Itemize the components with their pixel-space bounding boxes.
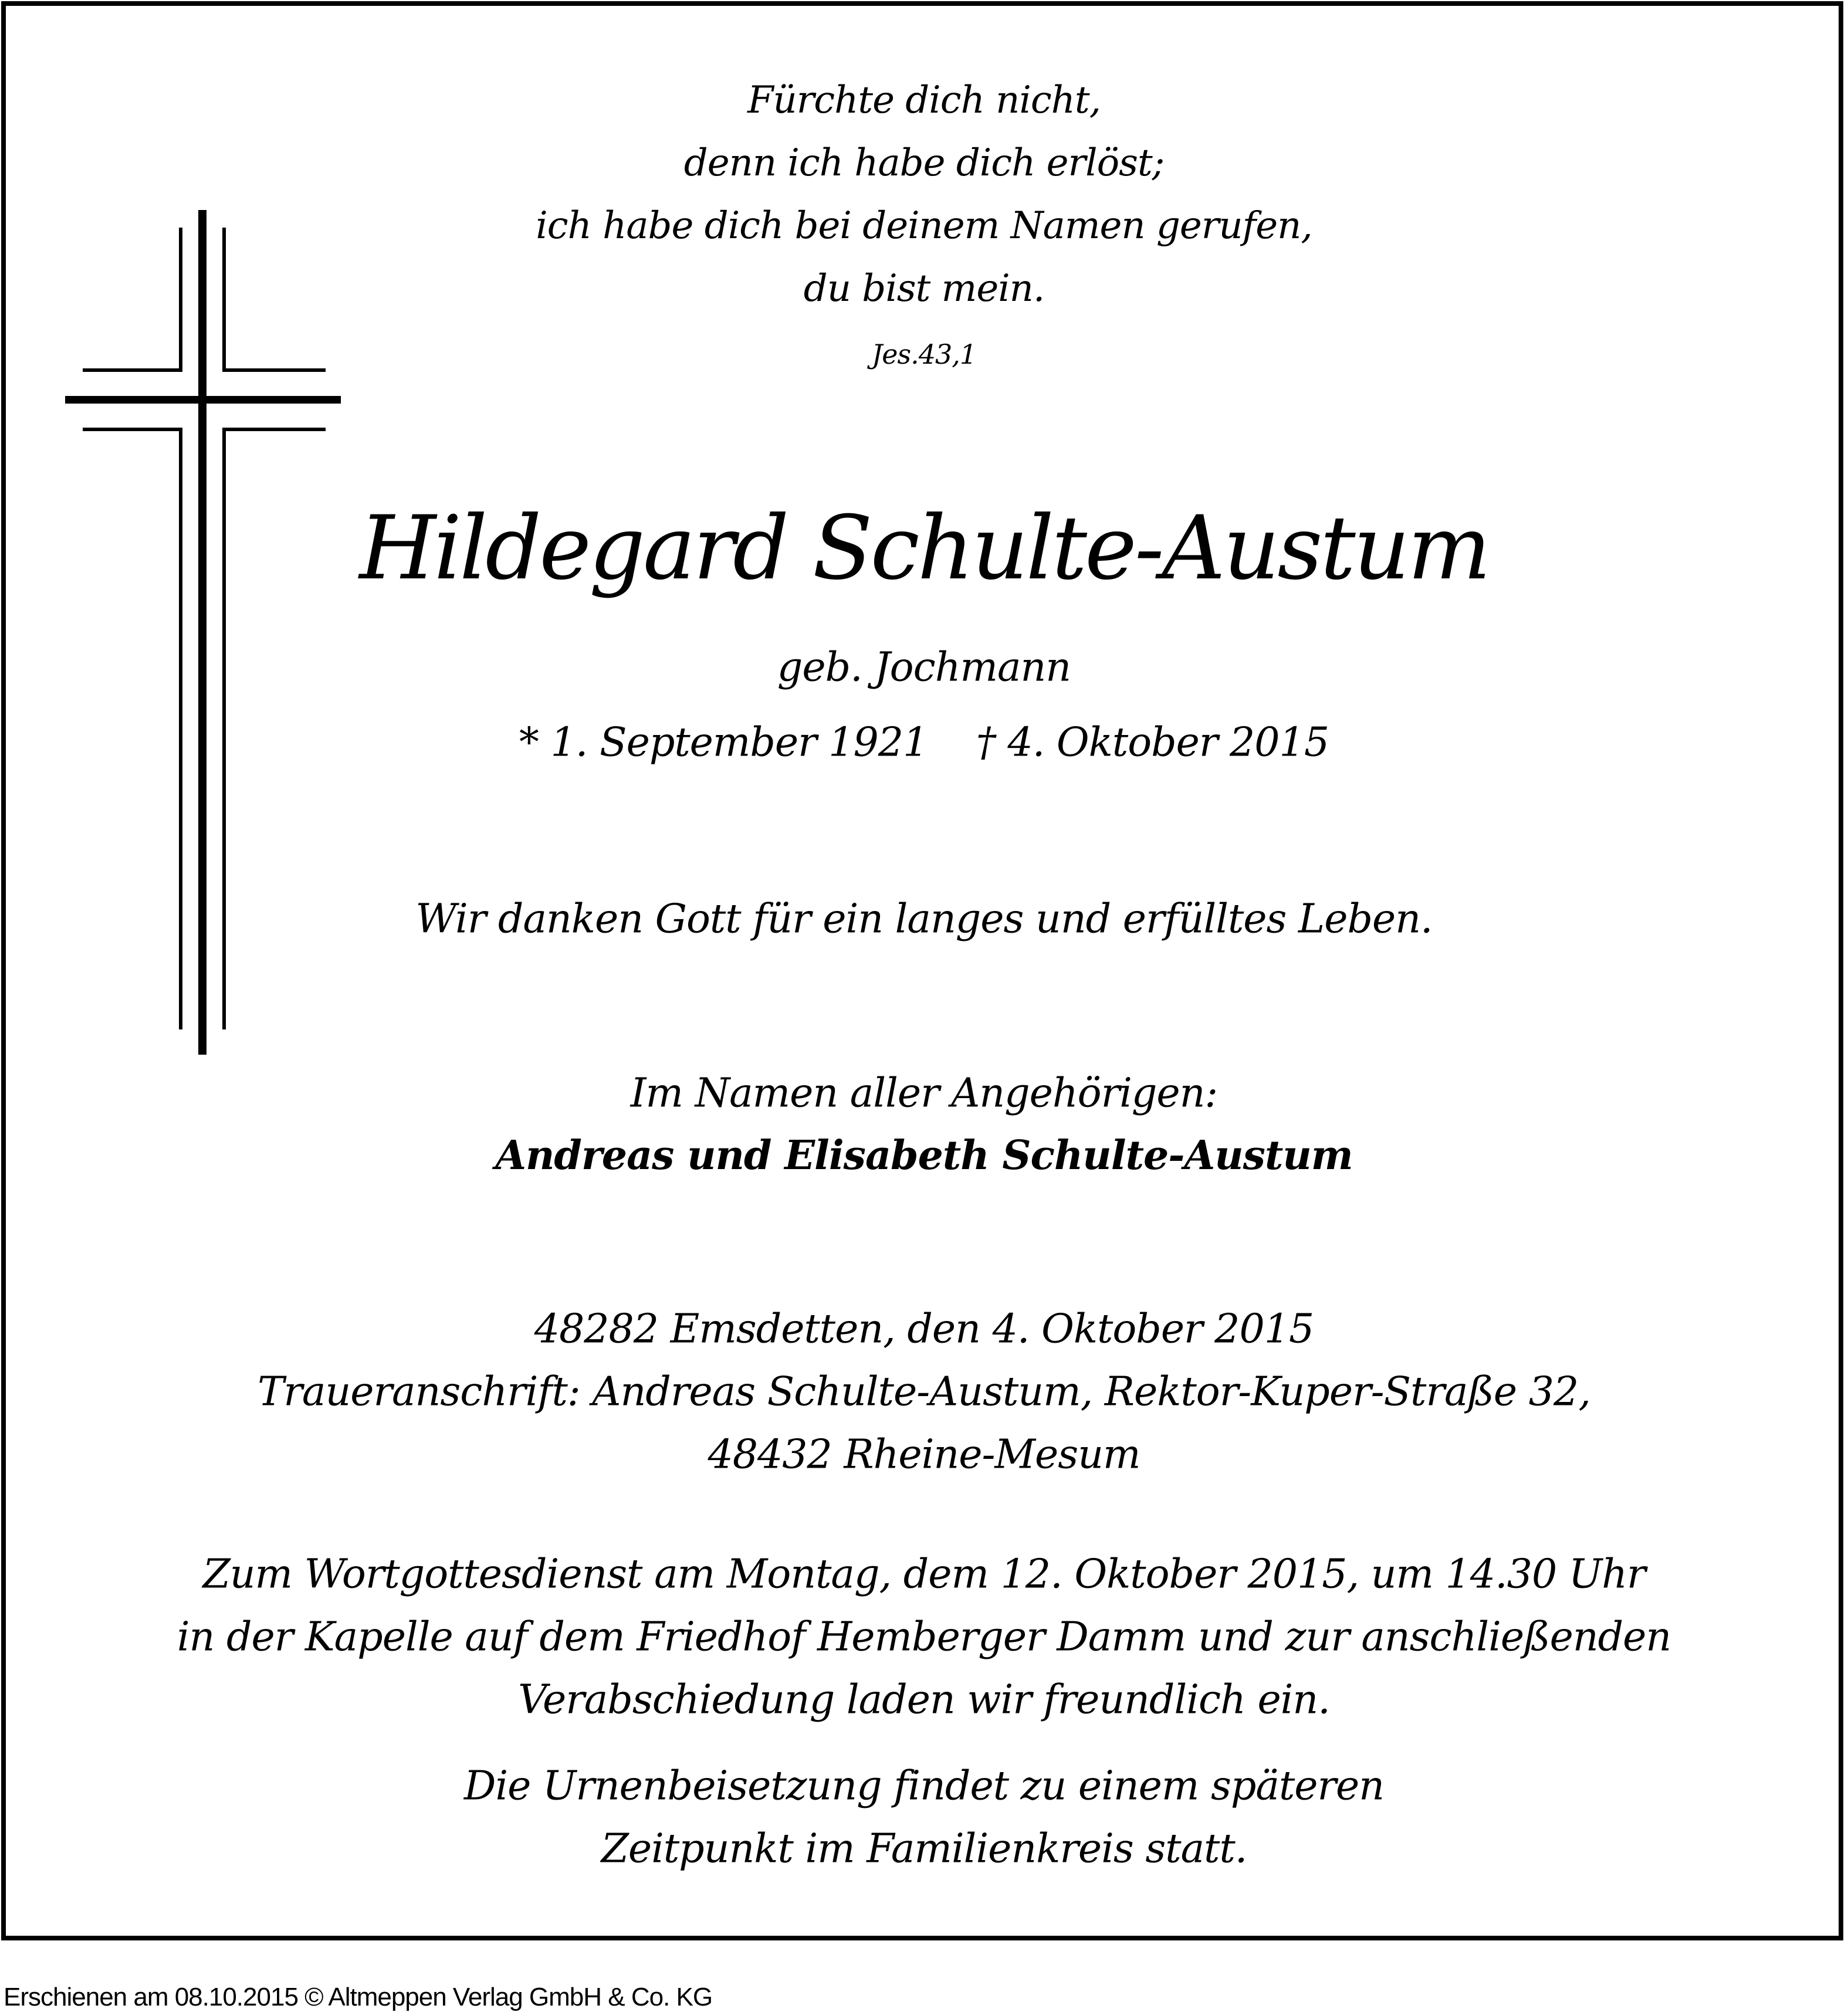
on-behalf-line: Im Namen aller Angehörigen: xyxy=(630,1070,1218,1117)
burial-line: Die Urnenbeisetzung findet zu einem späteren xyxy=(463,1763,1385,1810)
service-line: Zum Wortgottesdienst am Montag, dem 12. Oktober 2015, um 14.30 Uhr xyxy=(202,1551,1646,1598)
deceased-name: Hildegard Schulte-Austum xyxy=(359,497,1489,599)
service-line: in der Kapelle auf dem Friedhof Hemberger Damm und zur anschließenden xyxy=(177,1614,1671,1661)
place-date: 48282 Emsdetten, den 4. Oktober 2015 xyxy=(534,1306,1314,1353)
verse-line: Fürchte dich nicht, xyxy=(747,79,1101,122)
mourning-address: Traueranschrift: Andreas Schulte-Austum, Rektor-Kuper-Straße 32, xyxy=(258,1369,1590,1415)
thanks-line: Wir danken Gott für ein langes und erfülltes Leben. xyxy=(415,896,1433,943)
mourning-address-city: 48432 Rheine-Mesum xyxy=(708,1431,1140,1478)
verse-line: du bist mein. xyxy=(803,267,1045,310)
verse-line: denn ich habe dich erlöst; xyxy=(683,141,1165,185)
life-dates: * 1. September 1921 † 4. Oktober 2015 xyxy=(519,719,1329,766)
verse-line: ich habe dich bei deinem Namen gerufen, xyxy=(536,204,1312,248)
publication-footer: Erschienen am 08.10.2015 © Altmeppen Verlag GmbH & Co. KG xyxy=(4,1983,713,2011)
maiden-name: geb. Jochmann xyxy=(777,644,1071,691)
burial-line: Zeitpunkt im Familienkreis statt. xyxy=(601,1825,1247,1872)
verse-reference: Jes.43,1 xyxy=(871,338,977,370)
service-line: Verabschiedung laden wir freundlich ein. xyxy=(518,1676,1330,1723)
family-names: Andreas und Elisabeth Schulte-Austum xyxy=(495,1132,1353,1179)
